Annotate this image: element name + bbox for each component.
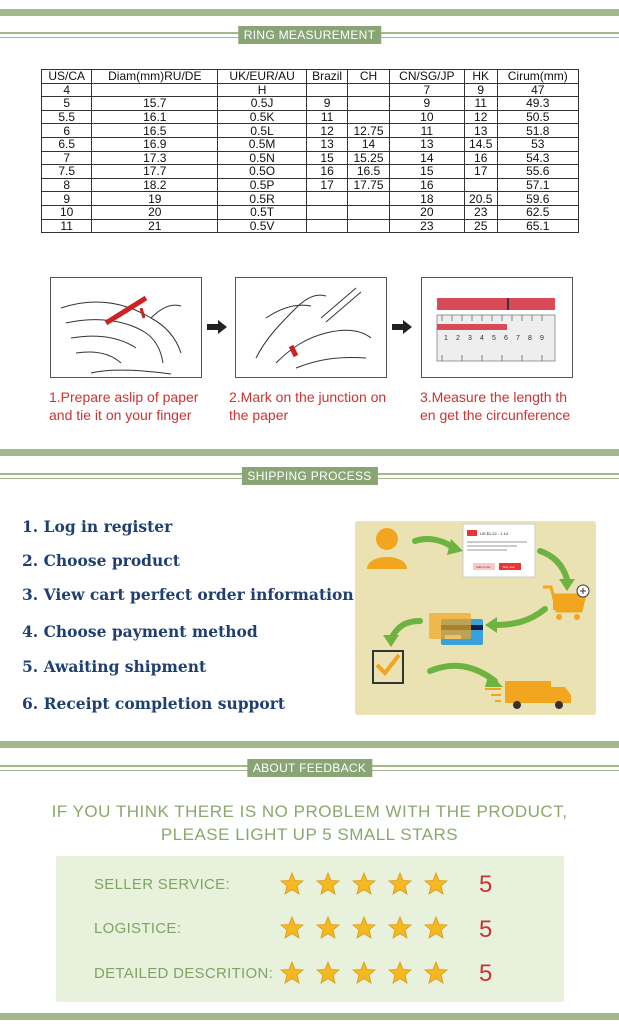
checklist-icon [373,651,403,683]
column-header: UK/EUR/AU [218,70,307,84]
table-header-row [42,70,579,84]
star-icon [425,917,447,938]
table-cell: 20 [92,205,218,219]
shipping-step-2: 2. Choose product [22,551,180,570]
star-icon [281,917,303,938]
table-cell [306,205,347,219]
product-card-icon [463,524,535,577]
table-cell: 5 [42,97,92,111]
ring-size-table [41,69,579,233]
feedback-title-line2: PLEASE LIGHT UP 5 SMALL STARS [160,825,459,844]
table-cell: 0.5M [218,137,307,151]
table-cell: 12 [464,110,497,124]
section-title-shipping: SHIPPING PROCESS [241,467,377,485]
table-row [42,205,579,219]
table-body [42,83,579,233]
star-icon [317,917,339,938]
table-cell: 17.7 [92,165,218,179]
table-cell: 17 [464,165,497,179]
table-cell: 47 [497,83,579,97]
ruler-number: 2 [456,335,460,342]
table-cell [348,219,389,233]
star-icon [317,873,339,894]
ruler-number: 5 [492,335,496,342]
table-cell: 59.6 [497,192,579,206]
table-row [42,219,579,233]
star-icon [353,917,375,938]
rating-stars-detailed-description [280,961,450,985]
table-cell: 7 [42,151,92,165]
ruler-number: 4 [480,335,484,342]
feedback-section-divider [0,763,619,775]
divider-band [0,741,619,748]
star-icon [353,962,375,983]
table-cell: 15 [389,165,464,179]
star-icon [425,962,447,983]
table-cell: 7 [389,83,464,97]
table-cell: 51.8 [497,124,579,138]
svg-text:US $1.22 - 1.14: US $1.22 - 1.14 [480,531,509,536]
arrow-right-icon [207,320,227,334]
column-header: CN/SG/JP [389,70,464,84]
table-row [42,151,579,165]
ruler-number: 9 [540,335,544,342]
shipping-step-3: 3. View cart perfect order information [22,585,354,604]
table-row [42,83,579,97]
ruler-number: 6 [504,335,508,342]
table-cell: 20.5 [464,192,497,206]
table-cell: 0.5J [218,97,307,111]
shipping-step-6: 6. Receipt completion support [22,694,286,713]
table-cell: 10 [42,205,92,219]
table-cell: 11 [42,219,92,233]
bottom-divider [0,1013,619,1020]
shipping-flow-graphic [355,521,596,715]
table-row [42,124,579,138]
step3-caption: 3.Measure the length th en get the circunference [420,389,571,423]
table-cell: 15.25 [348,151,389,165]
table-cell: 7.5 [42,165,92,179]
rating-label-seller-service: SELLER SERVICE: [94,876,230,893]
star-icon [281,962,303,983]
table-cell: 6 [42,124,92,138]
section-title-ring: RING MEASUREMENT [238,26,381,44]
step2-caption: 2.Mark on the junction on the paper [229,389,387,423]
table-cell: 49.3 [497,97,579,111]
ruler-number: 7 [516,335,520,342]
table-cell: 12 [306,124,347,138]
table-cell: 11 [306,110,347,124]
step2-image [235,277,387,378]
table-cell: 14 [348,137,389,151]
table-cell: 54.3 [497,151,579,165]
credit-card-icon [429,613,483,645]
table-cell: 23 [464,205,497,219]
table-row [42,165,579,179]
star-icon [353,873,375,894]
table-cell [306,192,347,206]
rating-label-logistics: LOGISTICE: [94,920,182,937]
table-cell: 8 [42,178,92,192]
table-cell: 19 [92,192,218,206]
table-cell: 65.1 [497,219,579,233]
table-cell: 17 [306,178,347,192]
arrow-right-icon [392,320,412,334]
feedback-title-line1: IF YOU THINK THERE IS NO PROBLEM WITH THE PRODUCT, [51,802,568,821]
step1-image [50,277,202,378]
table-cell [348,110,389,124]
rating-value-seller-service: 5 [479,871,493,898]
user-icon [367,528,407,569]
table-cell [348,192,389,206]
star-icon [281,873,303,894]
table-cell: 18 [389,192,464,206]
table-cell: 23 [389,219,464,233]
column-header: Cirum(mm) [497,70,579,84]
rating-stars-seller-service [280,872,450,896]
table-cell: 9 [42,192,92,206]
table-cell: 0.5K [218,110,307,124]
table-cell: 9 [306,97,347,111]
table-cell [464,178,497,192]
table-row [42,192,579,206]
table-row [42,110,579,124]
table-cell [306,83,347,97]
column-header: HK [464,70,497,84]
table-cell: 17.75 [348,178,389,192]
table-cell [348,205,389,219]
table-cell: 0.5R [218,192,307,206]
column-header: US/CA [42,70,92,84]
table-cell: 0.5N [218,151,307,165]
ring-section-divider [0,30,619,42]
top-divider [0,9,619,16]
section-title-feedback: ABOUT FEEDBACK [247,759,372,777]
table-cell: 11 [389,124,464,138]
table-cell [92,83,218,97]
table-cell: 20 [389,205,464,219]
table-cell: 13 [464,124,497,138]
table-cell: 17.3 [92,151,218,165]
star-icon [389,962,411,983]
table-cell: 21 [92,219,218,233]
table-cell: 16.5 [348,165,389,179]
shipping-step-5: 5. Awaiting shipment [22,657,207,676]
table-cell: 16.9 [92,137,218,151]
table-cell: 0.5P [218,178,307,192]
table-cell: 16 [464,151,497,165]
table-cell: 0.5V [218,219,307,233]
table-cell: 18.2 [92,178,218,192]
table-cell: 25 [464,219,497,233]
table-cell: 53 [497,137,579,151]
ruler-number: 1 [444,335,448,342]
table-cell [348,83,389,97]
ruler-number: 3 [468,335,472,342]
table-cell: 16.5 [92,124,218,138]
rating-value-detailed-description: 5 [479,960,493,987]
table-cell [306,219,347,233]
star-icon [317,962,339,983]
table-cell: 14 [389,151,464,165]
table-row [42,178,579,192]
column-header: CH [348,70,389,84]
table-cell: 16 [389,178,464,192]
table-cell: 14.5 [464,137,497,151]
table-cell: 16 [306,165,347,179]
table-cell: 10 [389,110,464,124]
column-header: Brazil [306,70,347,84]
shipping-step-1: 1. Log in register [22,517,173,536]
table-cell: 57.1 [497,178,579,192]
shipping-step-4: 4. Choose payment method [22,622,258,641]
rating-stars-logistics [280,916,450,940]
star-icon [389,917,411,938]
shipping-section-divider [0,471,619,483]
table-cell: 16.1 [92,110,218,124]
table-cell: 15.7 [92,97,218,111]
table-cell: 6.5 [42,137,92,151]
table-cell: H [218,83,307,97]
table-cell: 15 [306,151,347,165]
column-header: Diam(mm)RU/DE [92,70,218,84]
table-cell: 5.5 [42,110,92,124]
svg-text:Add to cart: Add to cart [476,565,491,569]
divider-band [0,449,619,456]
star-icon [389,873,411,894]
table-cell: 55.6 [497,165,579,179]
step1-caption: 1.Prepare aslip of paper and tie it on your finger [49,389,199,423]
table-cell: 11 [464,97,497,111]
table-cell: 0.5T [218,205,307,219]
table-cell: 9 [389,97,464,111]
table-cell: 0.5L [218,124,307,138]
table-cell: 13 [389,137,464,151]
star-icon [425,873,447,894]
shopping-cart-icon [543,585,589,620]
table-cell: 12.75 [348,124,389,138]
table-cell: 50.5 [497,110,579,124]
table-cell: 9 [464,83,497,97]
table-cell [348,97,389,111]
step3-image [421,277,573,378]
table-cell: 62.5 [497,205,579,219]
table-row [42,97,579,111]
table-cell: 0.5O [218,165,307,179]
table-cell: 13 [306,137,347,151]
svg-text:Buy now: Buy now [503,565,515,569]
table-row [42,137,579,151]
ruler-number: 8 [528,335,532,342]
table-cell: 4 [42,83,92,97]
rating-label-detailed-description: DETAILED DESCRITION: [94,965,274,982]
rating-value-logistics: 5 [479,916,493,943]
